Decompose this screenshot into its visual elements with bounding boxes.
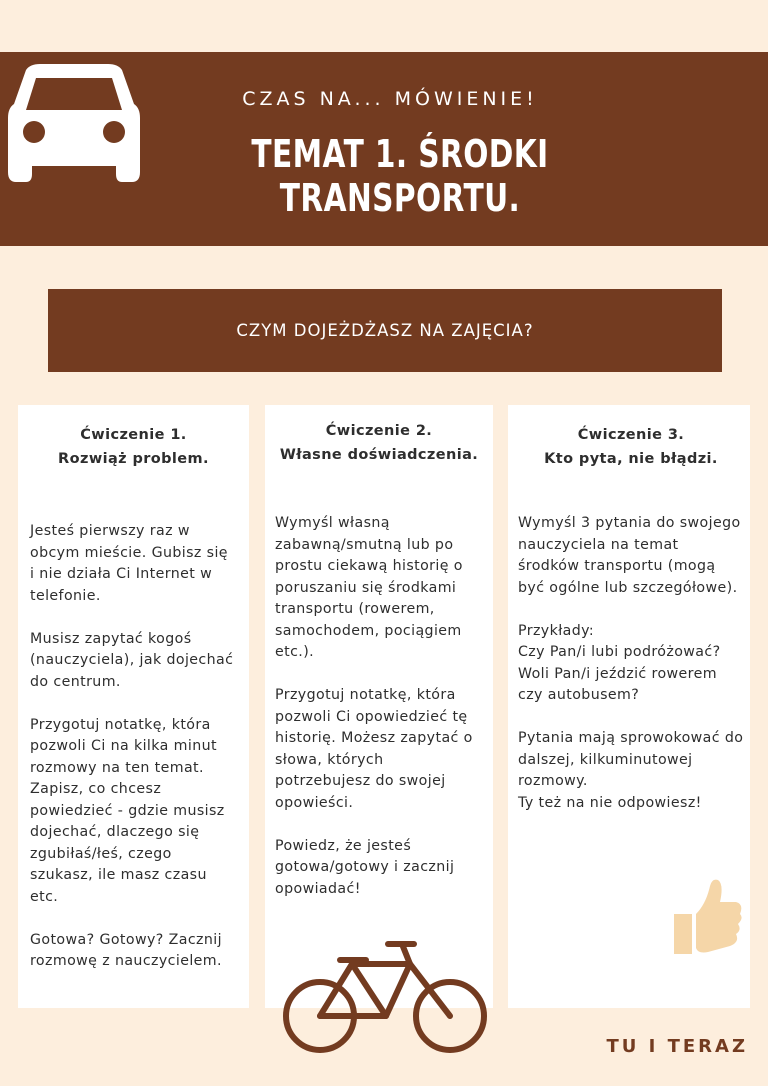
exercise-paragraph: Przygotuj notatkę, która pozwoli Ci na kilka minut rozmowy na ten temat. Zapisz, co chcesz powiedzieć - gdzie musisz dojechać, dlaczego się zgubiłaś/łeś, czego szukasz, ile masz czasu etc. [30, 716, 225, 905]
exercise-paragraph: Musisz zapytać kogoś (nauczyciela), jak dojechać do centrum. [30, 630, 234, 690]
brand-footer: TU I TERAZ [606, 1036, 748, 1057]
exercise-paragraph: Pytania mają sprowokować do dalszej, kilkuminutowej rozmowy. Ty też na nie odpowiesz! [518, 730, 744, 811]
exercise-paragraph: Wymyśl 3 pytania do swojego nauczyciela na temat środków transportu (mogą być ogólne lub szczegółowe). [518, 515, 741, 596]
header-subtitle: CZAS NA... MÓWIENIE! [242, 88, 538, 110]
exercise-title: Ćwiczenie 3. Kto pyta, nie błądzi. [544, 427, 718, 467]
header-banner [0, 52, 768, 246]
bicycle-icon [282, 938, 488, 1058]
question-banner: CZYM DOJEŻDŻASZ NA ZAJĘCIA? [48, 289, 722, 372]
exercise-paragraph: Gotowa? Gotowy? Zacznij rozmowę z nauczycielem. [30, 931, 222, 969]
exercise-title: Ćwiczenie 2. Własne doświadczenia. [279, 423, 479, 463]
car-icon [6, 62, 142, 190]
exercise-card-2 [265, 405, 493, 1008]
exercise-paragraph: Przygotuj notatkę, która pozwoli Ci opowiedzieć tę historię. Możesz zapytać o słowa, których potrzebujesz do swojej opowieści. [275, 687, 473, 811]
page-title: TEMAT 1. ŚRODKI TRANSPORTU. [251, 132, 549, 220]
exercise-paragraph: Przykłady: Czy Pan/i lubi podróżować? Woli Pan/i jeździć rowerem czy autobusem? [518, 622, 721, 703]
exercise-paragraph: Wymyśl własną zabawną/smutną lub po prostu ciekawą historię o poruszaniu się środkami transportu (rowerem, samochodem, pociągiem etc.). [275, 515, 463, 660]
exercise-body [275, 513, 483, 900]
exercise-paragraph: Powiedz, że jesteś gotowa/gotowy i zacznij opowiadać! [275, 837, 455, 897]
exercise-body [518, 513, 744, 814]
exercise-paragraph: Jesteś pierwszy raz w obcym mieście. Gubisz się i nie działa Ci Internet w telefonie. [30, 523, 228, 604]
exercise-title: Ćwiczenie 1. Rozwiąż problem. [58, 427, 209, 467]
thumbs-up-icon [668, 876, 744, 956]
exercise-card-1 [18, 405, 249, 1008]
exercise-body [30, 521, 237, 973]
